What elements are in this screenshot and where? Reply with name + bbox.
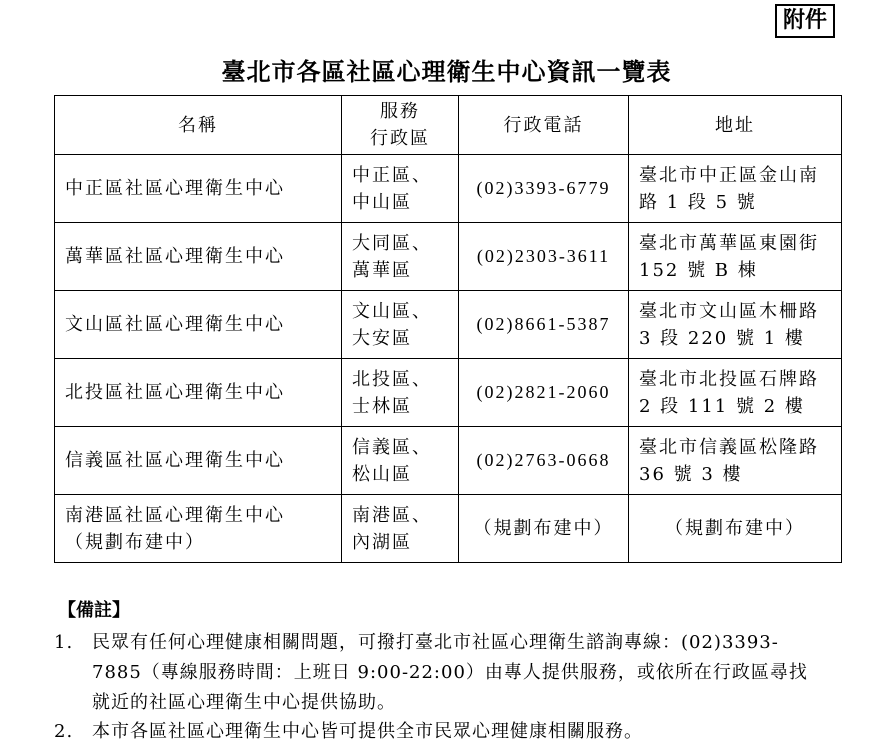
phone-cell: (02)2303-3611 bbox=[459, 223, 629, 291]
column-header-phone: 行政電話 bbox=[459, 96, 629, 155]
notes-heading: 【備註】 bbox=[58, 600, 130, 621]
address-line2: 2 段 111 號 2 樓 bbox=[639, 395, 805, 417]
table-row bbox=[55, 495, 842, 563]
district-line1: 文山區、 bbox=[352, 300, 432, 322]
table-row bbox=[55, 155, 842, 223]
address-line1: 臺北市北投區石牌路 bbox=[639, 368, 819, 390]
column-header-name: 名稱 bbox=[55, 96, 342, 155]
address-line1: 臺北市萬華區東園街 bbox=[639, 232, 819, 254]
phone-cell: (02)8661-5387 bbox=[459, 291, 629, 359]
phone-cell: (02)3393-6779 bbox=[459, 155, 629, 223]
center-name-cell: 信義區社區心理衛生中心 bbox=[55, 427, 342, 495]
district-line2: 中山區 bbox=[352, 191, 412, 213]
center-name-cell: 中正區社區心理衛生中心 bbox=[55, 155, 342, 223]
column-header-district-line2: 行政區 bbox=[370, 128, 430, 149]
note-number: 1. bbox=[54, 632, 74, 653]
note-text bbox=[92, 717, 862, 747]
address-cell: （規劃布建中） bbox=[629, 495, 842, 563]
table-row bbox=[55, 427, 842, 495]
table-row bbox=[55, 359, 842, 427]
center-info-table bbox=[54, 95, 842, 563]
district-cell bbox=[342, 291, 459, 359]
district-line1: 大同區、 bbox=[352, 232, 432, 254]
table-header-row bbox=[55, 96, 842, 155]
note-line: 就近的社區心理衛生中心提供協助。 bbox=[92, 692, 396, 713]
district-cell bbox=[342, 495, 459, 563]
address-cell bbox=[629, 155, 842, 223]
district-line2: 內湖區 bbox=[352, 531, 412, 553]
district-line1: 中正區、 bbox=[352, 164, 432, 186]
center-name-cell: 北投區社區心理衛生中心 bbox=[55, 359, 342, 427]
address-cell bbox=[629, 291, 842, 359]
address-line2: 152 號 B 棟 bbox=[639, 259, 758, 281]
center-name-line2: （規劃布建中） bbox=[65, 531, 205, 553]
phone-cell: (02)2763-0668 bbox=[459, 427, 629, 495]
district-line2: 松山區 bbox=[352, 463, 412, 485]
attachment-tag: 附件 bbox=[775, 4, 835, 38]
address-line1: 臺北市信義區松隆路 bbox=[639, 436, 819, 458]
address-cell bbox=[629, 223, 842, 291]
address-cell bbox=[629, 427, 842, 495]
district-line2: 萬華區 bbox=[352, 259, 412, 281]
district-cell bbox=[342, 427, 459, 495]
address-line2: 3 段 220 號 1 樓 bbox=[639, 327, 805, 349]
note-text bbox=[92, 628, 862, 718]
page-title: 臺北市各區社區心理衛生中心資訊一覽表 bbox=[221, 58, 672, 86]
district-line1: 南港區、 bbox=[352, 504, 432, 526]
note-line: 本市各區社區心理衛生中心皆可提供全市民眾心理健康相關服務。 bbox=[92, 721, 643, 742]
column-header-address: 地址 bbox=[629, 96, 842, 155]
note-number: 2. bbox=[54, 721, 74, 742]
center-name-line1: 南港區社區心理衛生中心 bbox=[65, 504, 285, 526]
district-cell bbox=[342, 359, 459, 427]
note-item bbox=[54, 717, 854, 747]
note-line: 7885（專線服務時間：上班日 9:00-22:00）由專人提供服務，或依所在行政區尋找 bbox=[92, 662, 808, 683]
phone-cell: （規劃布建中） bbox=[459, 495, 629, 563]
address-cell bbox=[629, 359, 842, 427]
address-line1: 臺北市中正區金山南 bbox=[639, 164, 819, 186]
phone-cell: (02)2821-2060 bbox=[459, 359, 629, 427]
note-line: 民眾有任何心理健康相關問題，可撥打臺北市社區心理衛生諮詢專線：(02)3393- bbox=[92, 632, 779, 653]
district-cell bbox=[342, 155, 459, 223]
district-line2: 士林區 bbox=[352, 395, 412, 417]
table-row bbox=[55, 223, 842, 291]
note-item bbox=[54, 628, 854, 718]
column-header-district bbox=[342, 96, 459, 155]
center-name-cell: 萬華區社區心理衛生中心 bbox=[55, 223, 342, 291]
table-row bbox=[55, 291, 842, 359]
address-line2: 路 1 段 5 號 bbox=[639, 191, 757, 213]
district-line1: 信義區、 bbox=[352, 436, 432, 458]
district-cell bbox=[342, 223, 459, 291]
address-line1: 臺北市文山區木柵路 bbox=[639, 300, 819, 322]
center-name-cell: 文山區社區心理衛生中心 bbox=[55, 291, 342, 359]
address-line2: 36 號 3 樓 bbox=[639, 463, 743, 485]
district-line1: 北投區、 bbox=[352, 368, 432, 390]
center-name-cell bbox=[55, 495, 342, 563]
district-line2: 大安區 bbox=[352, 327, 412, 349]
column-header-district-line1: 服務 bbox=[380, 101, 420, 122]
